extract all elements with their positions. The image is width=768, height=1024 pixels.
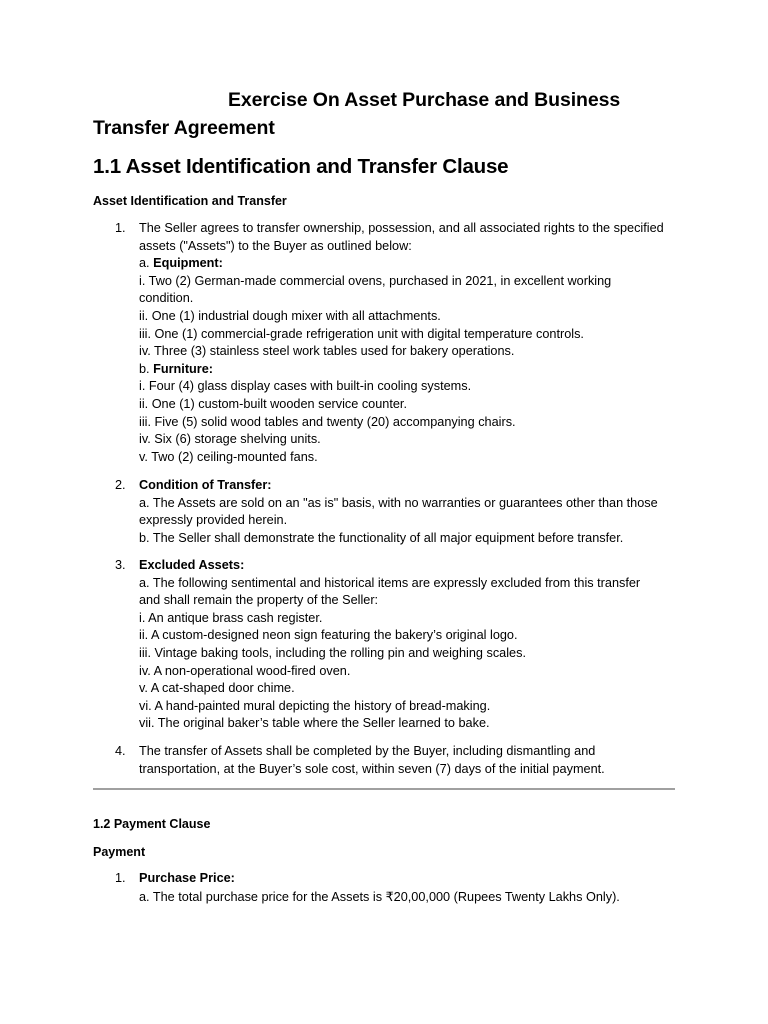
section-heading-1-2: 1.2 Payment Clause bbox=[93, 817, 211, 831]
list-line: iv. Three (3) stainless steel work tables used for bakery operations. bbox=[139, 344, 515, 359]
bold-label: Equipment: bbox=[153, 256, 223, 271]
list-line: and shall remain the property of the Seller: bbox=[139, 593, 379, 608]
list-line: a. The total purchase price for the Assets is ₹20,00,000 (Rupees Twenty Lakhs Only). bbox=[139, 889, 620, 904]
list-line: condition. bbox=[139, 291, 194, 306]
list-line: a. Equipment: bbox=[139, 256, 223, 271]
list-line: assets ("Assets") to the Buyer as outlined below: bbox=[139, 238, 412, 253]
section-divider bbox=[93, 788, 675, 790]
bold-label: Purchase Price: bbox=[139, 871, 235, 885]
subheading-payment: Payment bbox=[93, 845, 146, 859]
list-number: 1. bbox=[115, 221, 126, 235]
bold-label: Condition of Transfer: bbox=[139, 478, 272, 492]
list-line: b. Furniture: bbox=[139, 361, 214, 376]
list-line: ii. A custom-designed neon sign featuring the bakery’s original logo. bbox=[139, 628, 518, 643]
list-line: i. Two (2) German-made commercial ovens, purchased in 2021, in excellent working bbox=[139, 273, 612, 288]
list-number: 4. bbox=[115, 744, 126, 758]
list-number: 1. bbox=[115, 871, 126, 885]
list-line: transportation, at the Buyer’s sole cost, within seven (7) days of the initial payment. bbox=[139, 761, 605, 776]
list-number: 3. bbox=[115, 558, 126, 572]
list-line bbox=[139, 558, 244, 572]
list-line: v. A cat-shaped door chime. bbox=[139, 681, 295, 696]
list-line: i. An antique brass cash register. bbox=[139, 610, 323, 625]
list-line: i. Four (4) glass display cases with built-in cooling systems. bbox=[139, 379, 472, 394]
list-line: ii. One (1) industrial dough mixer with all attachments. bbox=[139, 309, 441, 323]
list-line: The Seller agrees to transfer ownership, possession, and all associated rights to the specified bbox=[139, 221, 664, 235]
list-line: v. Two (2) ceiling-mounted fans. bbox=[139, 449, 318, 464]
list-line: vii. The original baker’s table where the Seller learned to bake. bbox=[139, 716, 490, 731]
list-line: iv. Six (6) storage shelving units. bbox=[139, 432, 321, 447]
section-heading-1-1: 1.1 Asset Identification and Transfer Clause bbox=[93, 155, 509, 178]
list-line: iii. Five (5) solid wood tables and twenty (20) accompanying chairs. bbox=[139, 414, 516, 429]
list-line bbox=[139, 871, 235, 885]
list-line: iii. Vintage baking tools, including the rolling pin and weighing scales. bbox=[139, 646, 526, 660]
list-line: iii. One (1) commercial-grade refrigeration unit with digital temperature controls. bbox=[139, 326, 584, 341]
doc-title-line2: Transfer Agreement bbox=[93, 117, 275, 139]
list-line: vi. A hand-painted mural depicting the history of bread-making. bbox=[139, 698, 491, 713]
list-line: ii. One (1) custom-built wooden service counter. bbox=[139, 397, 407, 411]
list-line: a. The following sentimental and historical items are expressly excluded from this transfer bbox=[139, 575, 641, 590]
bold-label: Furniture: bbox=[153, 361, 214, 376]
bold-label: Excluded Assets: bbox=[139, 558, 245, 572]
list-line: The transfer of Assets shall be completed by the Buyer, including dismantling and bbox=[139, 744, 596, 758]
list-line: expressly provided herein. bbox=[139, 513, 288, 528]
subheading-asset-identification: Asset Identification and Transfer bbox=[93, 194, 287, 208]
list-line bbox=[139, 478, 272, 492]
list-number: 2. bbox=[115, 478, 126, 492]
list-line: iv. A non-operational wood-fired oven. bbox=[139, 663, 351, 678]
list-line: b. The Seller shall demonstrate the functionality of all major equipment before transfer. bbox=[139, 530, 624, 545]
doc-title-line1: Exercise On Asset Purchase and Business bbox=[228, 89, 621, 111]
list-line: a. The Assets are sold on an "as is" basis, with no warranties or guarantees other than those bbox=[139, 495, 658, 510]
